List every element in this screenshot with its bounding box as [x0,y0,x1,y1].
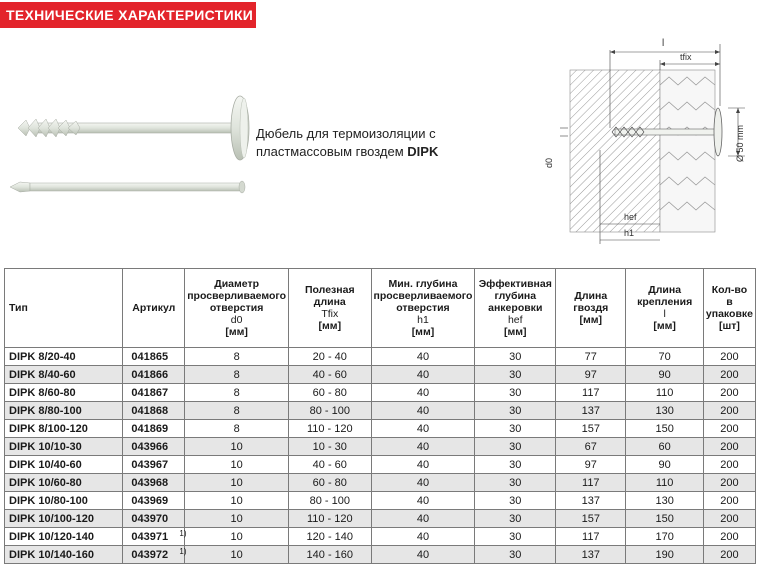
cell-type: DIPK 8/60-80 [5,384,123,402]
cell-article: 043969 [123,492,185,510]
cell-article: 043972 1) [123,546,185,564]
cell-tfix: 110 - 120 [289,420,371,438]
table-row [5,402,756,420]
caption-text: Дюбель для термоизоляции с пластмассовым гвоздем [256,126,436,159]
cell-hef: 30 [475,348,556,366]
cell-tfix: 20 - 40 [289,348,371,366]
cell-tfix: 80 - 100 [289,492,371,510]
cell-h1: 40 [371,438,475,456]
section-title-banner: ТЕХНИЧЕСКИЕ ХАРАКТЕРИСТИКИ [0,2,256,28]
table-body [5,348,756,564]
col-header-min-depth: Мин. глубина просверливаемого отверстия h1 [мм] [371,269,475,348]
cell-type: DIPK 10/40-60 [5,456,123,474]
cell-pack: 200 [703,348,755,366]
cell-type: DIPK 8/100-120 [5,420,123,438]
col-header-pack: Кол-во в упаковке [шт] [703,269,755,348]
cell-nail: 157 [556,420,626,438]
cell-d0: 8 [185,402,289,420]
cell-h1: 40 [371,492,475,510]
cell-tfix: 140 - 160 [289,546,371,564]
dowel-product-image [8,82,258,212]
cell-h1: 40 [371,474,475,492]
cell-d0: 10 [185,528,289,546]
cell-type: DIPK 10/60-80 [5,474,123,492]
cell-article: 041866 [123,366,185,384]
table-row [5,348,756,366]
table-row [5,420,756,438]
cell-type: DIPK 8/40-60 [5,366,123,384]
cell-l: 110 [626,474,703,492]
cell-tfix: 40 - 60 [289,456,371,474]
cell-l: 130 [626,402,703,420]
cell-pack: 200 [703,492,755,510]
cell-l: 70 [626,348,703,366]
cell-tfix: 10 - 30 [289,438,371,456]
cell-type: DIPK 10/10-30 [5,438,123,456]
dim-label-diameter: Ø 50 mm [735,124,745,162]
installation-diagram [540,30,755,255]
col-header-useful-length: Полезная длина Tfix [мм] [289,269,371,348]
cell-type: DIPK 10/100-120 [5,510,123,528]
cell-article: 043967 [123,456,185,474]
cell-d0: 8 [185,384,289,402]
cell-pack: 200 [703,402,755,420]
cell-tfix: 60 - 80 [289,384,371,402]
cell-nail: 117 [556,384,626,402]
table-row [5,366,756,384]
table-row [5,474,756,492]
cell-pack: 200 [703,438,755,456]
cell-nail: 117 [556,474,626,492]
cell-article: 041868 [123,402,185,420]
cell-article: 041869 [123,420,185,438]
cell-d0: 10 [185,546,289,564]
cell-d0: 8 [185,420,289,438]
cell-article: 043966 [123,438,185,456]
cell-h1: 40 [371,366,475,384]
cell-l: 150 [626,510,703,528]
cell-pack: 200 [703,510,755,528]
cell-tfix: 40 - 60 [289,366,371,384]
cell-type: DIPK 10/140-160 [5,546,123,564]
cell-hef: 30 [475,366,556,384]
cell-h1: 40 [371,546,475,564]
footnote-mark: 1) [179,529,187,538]
table-row [5,510,756,528]
cell-d0: 8 [185,348,289,366]
cell-h1: 40 [371,420,475,438]
cell-h1: 40 [371,510,475,528]
cell-d0: 10 [185,474,289,492]
cell-l: 90 [626,366,703,384]
cell-l: 130 [626,492,703,510]
cell-l: 60 [626,438,703,456]
cell-d0: 10 [185,492,289,510]
table-row [5,438,756,456]
col-header-article: Артикул [123,269,185,348]
cell-l: 190 [626,546,703,564]
cell-l: 90 [626,456,703,474]
col-header-type: Тип [5,269,123,348]
cell-l: 150 [626,420,703,438]
cell-nail: 157 [556,510,626,528]
table-row [5,456,756,474]
dim-label-tfix: tfix [680,52,692,62]
cell-d0: 8 [185,366,289,384]
cell-hef: 30 [475,528,556,546]
dim-label-l: l [662,38,665,49]
dim-label-d0: d0 [544,157,554,168]
cell-h1: 40 [371,456,475,474]
cell-nail: 137 [556,402,626,420]
cell-nail: 97 [556,456,626,474]
cell-pack: 200 [703,546,755,564]
cell-h1: 40 [371,402,475,420]
cell-type: DIPK 10/120-140 [5,528,123,546]
cell-nail: 117 [556,528,626,546]
product-caption [256,125,456,161]
cell-hef: 30 [475,456,556,474]
specifications-table [4,268,756,564]
cell-article: 043968 [123,474,185,492]
table-row [5,546,756,564]
dim-label-h1: h1 [624,228,635,238]
col-header-nail-length: Длина гвоздя [мм] [556,269,626,348]
cell-tfix: 110 - 120 [289,510,371,528]
cell-d0: 10 [185,438,289,456]
cell-pack: 200 [703,456,755,474]
table-row [5,528,756,546]
cell-article: 043970 [123,510,185,528]
cell-pack: 200 [703,528,755,546]
table-row [5,384,756,402]
cell-nail: 137 [556,546,626,564]
footnote-mark: 1) [179,547,187,556]
cell-hef: 30 [475,474,556,492]
cell-hef: 30 [475,492,556,510]
cell-hef: 30 [475,510,556,528]
cell-nail: 137 [556,492,626,510]
table-row [5,492,756,510]
cell-nail: 67 [556,438,626,456]
cell-type: DIPK 8/20-40 [5,348,123,366]
cell-h1: 40 [371,528,475,546]
cell-article: 043971 1) [123,528,185,546]
col-header-eff-depth: Эффективная глубина анкеровки hef [мм] [475,269,556,348]
cell-pack: 200 [703,366,755,384]
cell-l: 170 [626,528,703,546]
cell-d0: 10 [185,456,289,474]
cell-h1: 40 [371,348,475,366]
cell-pack: 200 [703,420,755,438]
cell-pack: 200 [703,474,755,492]
cell-hef: 30 [475,546,556,564]
cell-hef: 30 [475,402,556,420]
cell-d0: 10 [185,510,289,528]
cell-tfix: 60 - 80 [289,474,371,492]
cell-nail: 97 [556,366,626,384]
cell-type: DIPK 8/80-100 [5,402,123,420]
cell-type: DIPK 10/80-100 [5,492,123,510]
cell-hef: 30 [475,384,556,402]
caption-product-code: DIPK [407,144,439,159]
cell-tfix: 80 - 100 [289,402,371,420]
cell-article: 041865 [123,348,185,366]
cell-hef: 30 [475,438,556,456]
dim-label-hef: hef [624,212,637,222]
cell-article: 041867 [123,384,185,402]
col-header-fix-length: Длина крепления l [мм] [626,269,703,348]
cell-pack: 200 [703,384,755,402]
cell-h1: 40 [371,384,475,402]
cell-l: 110 [626,384,703,402]
cell-tfix: 120 - 140 [289,528,371,546]
col-header-diameter: Диаметр просверливаемого отверстия d0 [мм] [185,269,289,348]
cell-nail: 77 [556,348,626,366]
table-header-row [5,269,756,348]
cell-hef: 30 [475,420,556,438]
